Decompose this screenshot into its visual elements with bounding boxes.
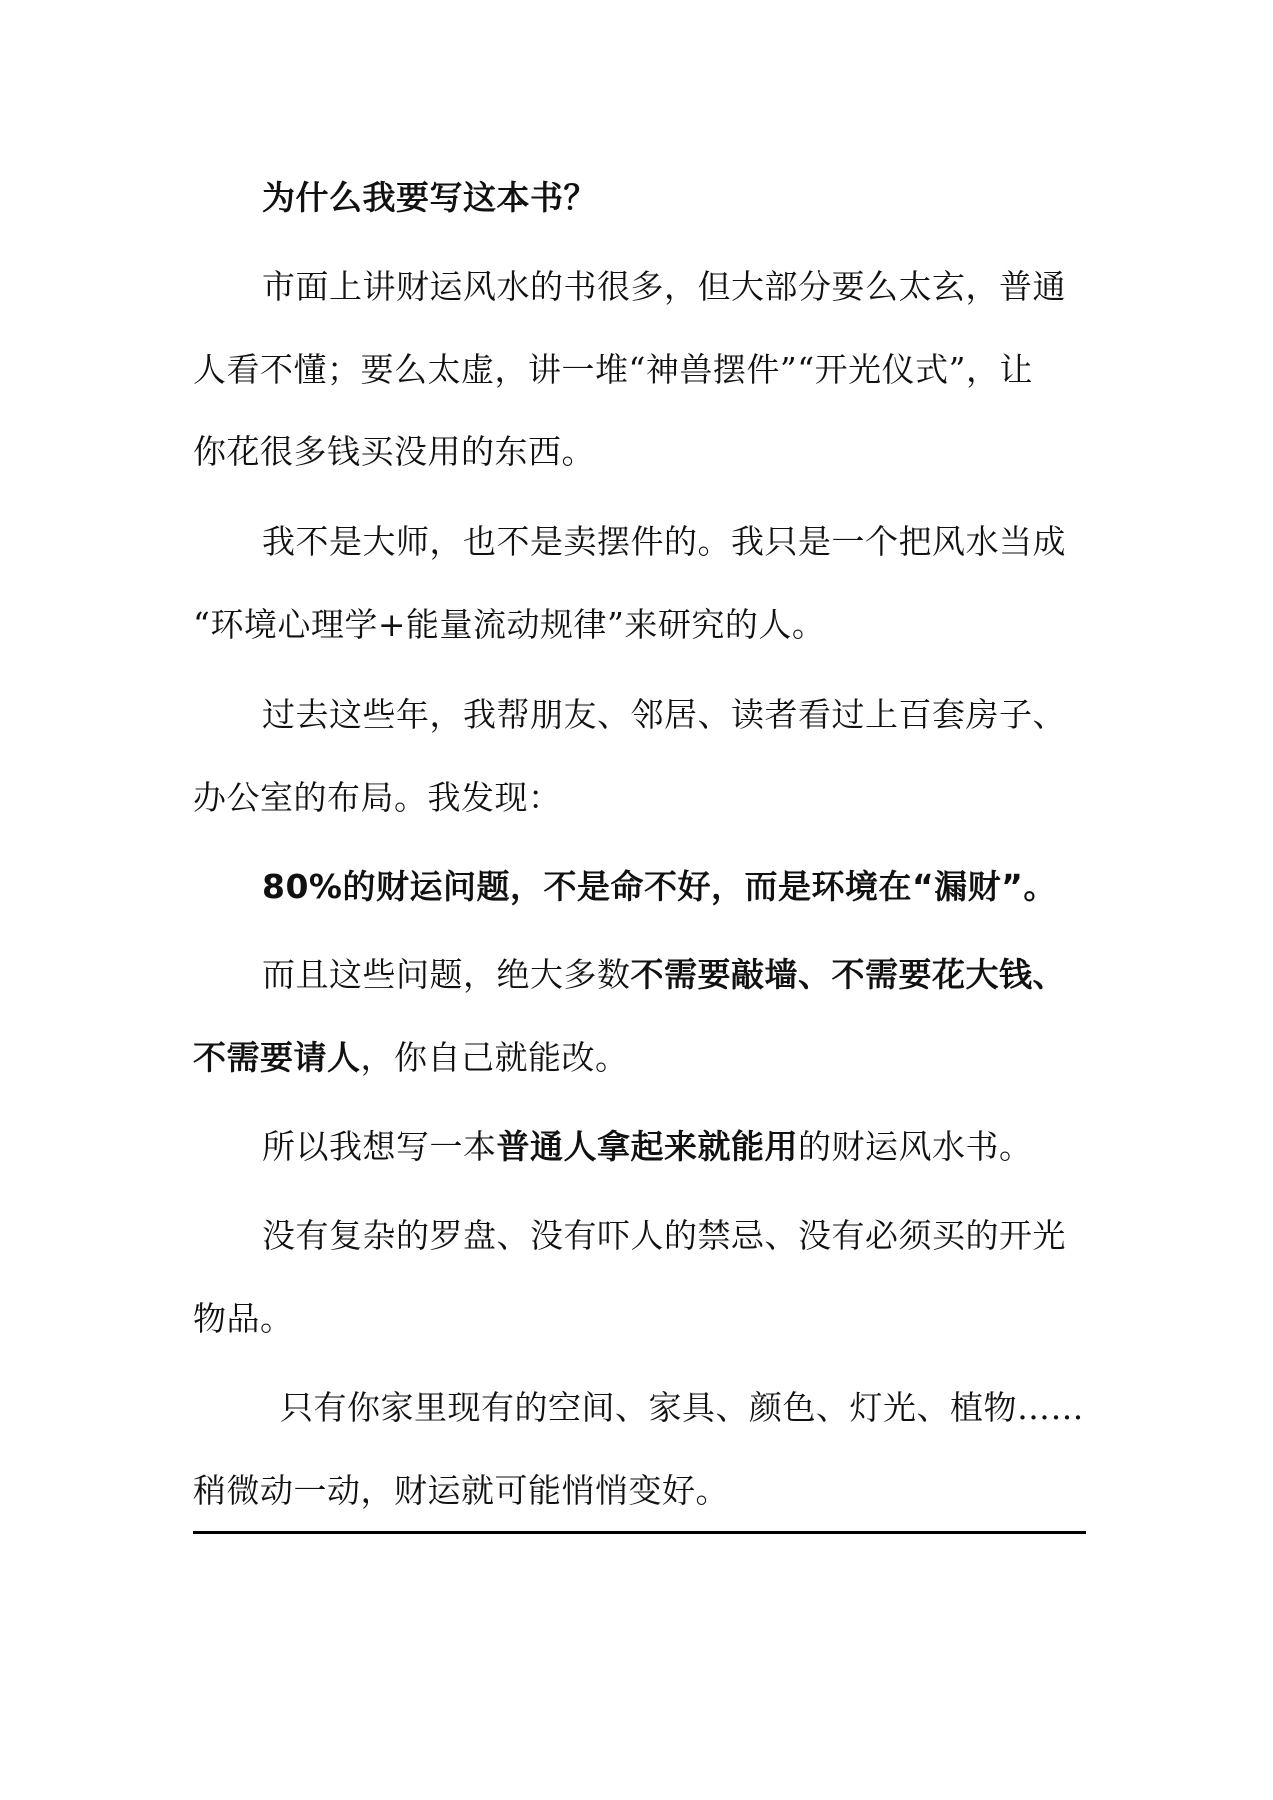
paragraph-line: “环境心理学+能量流动规律”来研究的人。 [193, 605, 826, 644]
section-title: 为什么我要写这本书？ [262, 178, 597, 217]
emphasis-text: 不需要请人 [193, 1038, 361, 1077]
paragraph-line: 没有复杂的罗盘、没有吓人的禁忌、没有必须买的开光 [262, 1216, 1066, 1255]
text-run: 的财运风水书。 [798, 1127, 1033, 1166]
text-run: 所以我想写一本 [262, 1127, 497, 1166]
paragraph-line: 办公室的布局。我发现： [193, 778, 562, 817]
paragraph-line: 只有你家里现有的空间、家具、颜色、灯光、植物…… [280, 1388, 1084, 1427]
paragraph-line: 人看不懂；要么太虚，讲一堆“神兽摆件”“开光仪式”，让 [193, 350, 1033, 389]
paragraph-line: 过去这些年，我帮朋友、邻居、读者看过上百套房子、 [262, 695, 1066, 734]
emphasis-text: 不需要敲墙、不需要花大钱、 [630, 955, 1066, 994]
paragraph-line [262, 1125, 1162, 1169]
paragraph-line: 市面上讲财运风水的书很多，但大部分要么太玄，普通 [262, 267, 1066, 306]
horizontal-rule [193, 1531, 1086, 1534]
paragraph-line: 稍微动一动，财运就可能悄悄变好。 [193, 1471, 729, 1510]
emphasis-text: 普通人拿起来就能用 [496, 1127, 798, 1166]
paragraph-line [262, 953, 1162, 997]
text-run: 而且这些问题，绝大多数 [262, 955, 631, 994]
paragraph-line [193, 1036, 1093, 1080]
paragraph-line: 物品。 [193, 1299, 294, 1338]
highlight-statement: 80%的财运问题，不是命不好，而是环境在“漏财”。 [262, 867, 1057, 906]
text-run: ，你自己就能改。 [360, 1038, 629, 1077]
paragraph-line: 我不是大师，也不是卖摆件的。我只是一个把风水当成 [262, 522, 1066, 561]
paragraph-line: 你花很多钱买没用的东西。 [193, 432, 595, 471]
